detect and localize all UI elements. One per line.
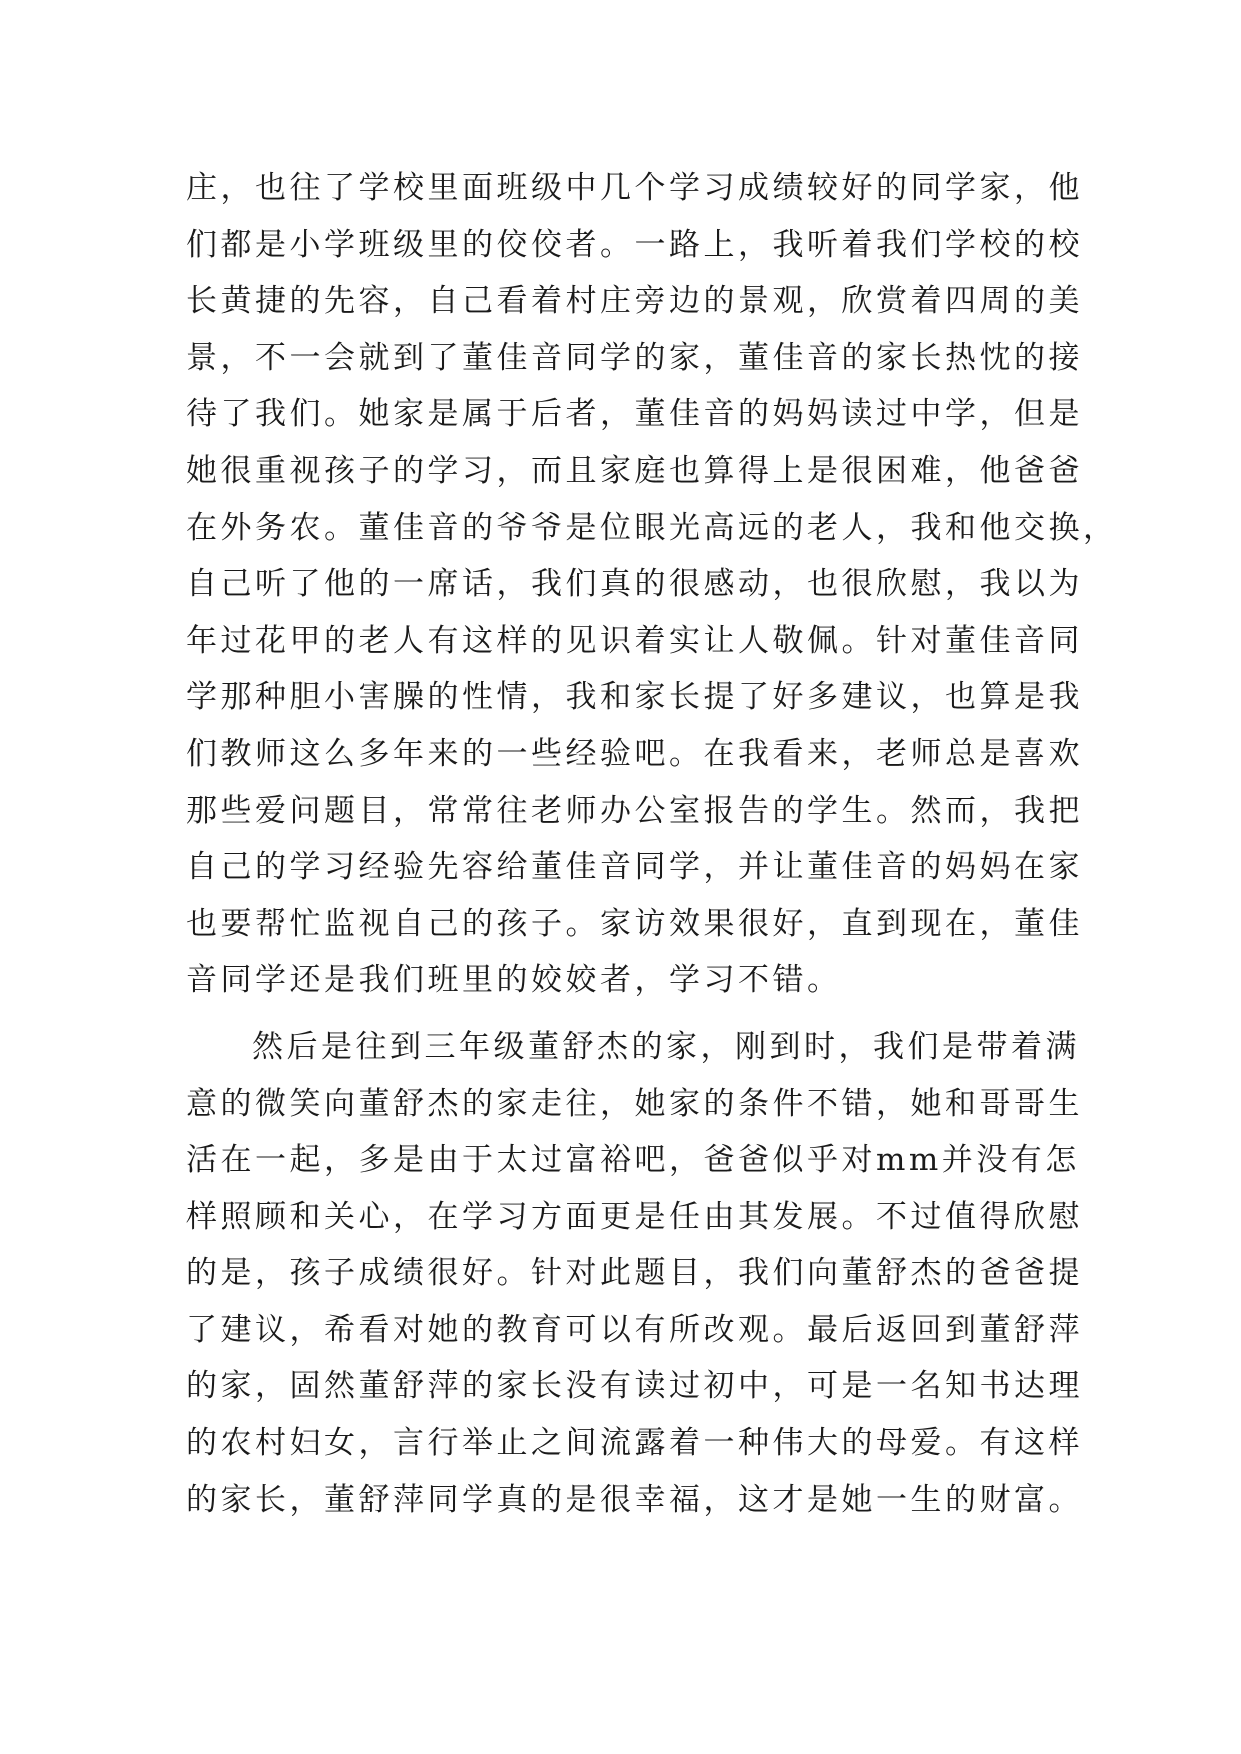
text-line: 意的微笑向董舒杰的家走往，她家的条件不错，她和哥哥生 xyxy=(186,1085,1083,1122)
text-line: 自己的学习经验先容给董佳音同学，并让董佳音的妈妈在家 xyxy=(186,849,1083,886)
text-line: 待了我们。她家是属于后者，董佳音的妈妈读过中学，但是 xyxy=(186,396,1083,433)
paragraph-1 xyxy=(186,160,1118,1009)
text-line: 们都是小学班级里的佼佼者。一路上，我听着我们学校的校 xyxy=(186,226,1083,263)
text-line: 她很重视孩子的学习，而且家庭也算得上是很困难，他爸爸 xyxy=(186,452,1083,489)
text-line: 们教师这么多年来的一些经验吧。在我看来，老师总是喜欢 xyxy=(186,735,1083,772)
text-line: 学那种胆小害臊的性情，我和家长提了好多建议，也算是我 xyxy=(186,679,1083,716)
text-line: 也要帮忙监视自己的孩子。家访效果很好，直到现在，董佳 xyxy=(186,905,1083,942)
text-line: 在外务农。董佳音的爷爷是位眼光高远的老人，我和他交换， xyxy=(186,509,1118,546)
text-line: 那些爱问题目，常常往老师办公室报告的学生。然而，我把 xyxy=(186,792,1083,829)
text-line: 的是，孩子成绩很好。针对此题目，我们向董舒杰的爸爸提 xyxy=(186,1255,1083,1292)
text-line: 长黄捷的先容，自己看着村庄旁边的景观，欣赏着四周的美 xyxy=(186,283,1083,320)
document-body xyxy=(186,160,1118,1528)
text-line: 景，不一会就到了董佳音同学的家，董佳音的家长热忱的接 xyxy=(186,339,1083,376)
text-line: 年过花甲的老人有这样的见识着实让人敬佩。针对董佳音同 xyxy=(186,622,1083,659)
text-line: 活在一起，多是由于太过富裕吧，爸爸似乎对mm并没有怎 xyxy=(186,1142,1080,1179)
text-line: 了建议，希看对她的教育可以有所改观。最后返回到董舒萍 xyxy=(186,1311,1083,1348)
text-line: 的家长，董舒萍同学真的是很幸福，这才是她一生的财富。 xyxy=(186,1481,1083,1518)
text-line: 样照顾和关心，在学习方面更是任由其发展。不过值得欣慰 xyxy=(186,1198,1083,1235)
paragraph-2 xyxy=(186,1019,1083,1528)
text-line: 的农村妇女，言行举止之间流露着一种伟大的母爱。有这样 xyxy=(186,1425,1083,1462)
text-line: 自己听了他的一席话，我们真的很感动，也很欣慰，我以为 xyxy=(186,566,1083,603)
text-line: 然后是往到三年级董舒杰的家，刚到时，我们是带着满 xyxy=(252,1028,1080,1065)
text-line: 的家，固然董舒萍的家长没有读过初中，可是一名知书达理 xyxy=(186,1368,1083,1405)
text-line: 庄，也往了学校里面班级中几个学习成绩较好的同学家，他 xyxy=(186,170,1083,206)
text-line: 音同学还是我们班里的姣姣者，学习不错。 xyxy=(186,962,842,999)
